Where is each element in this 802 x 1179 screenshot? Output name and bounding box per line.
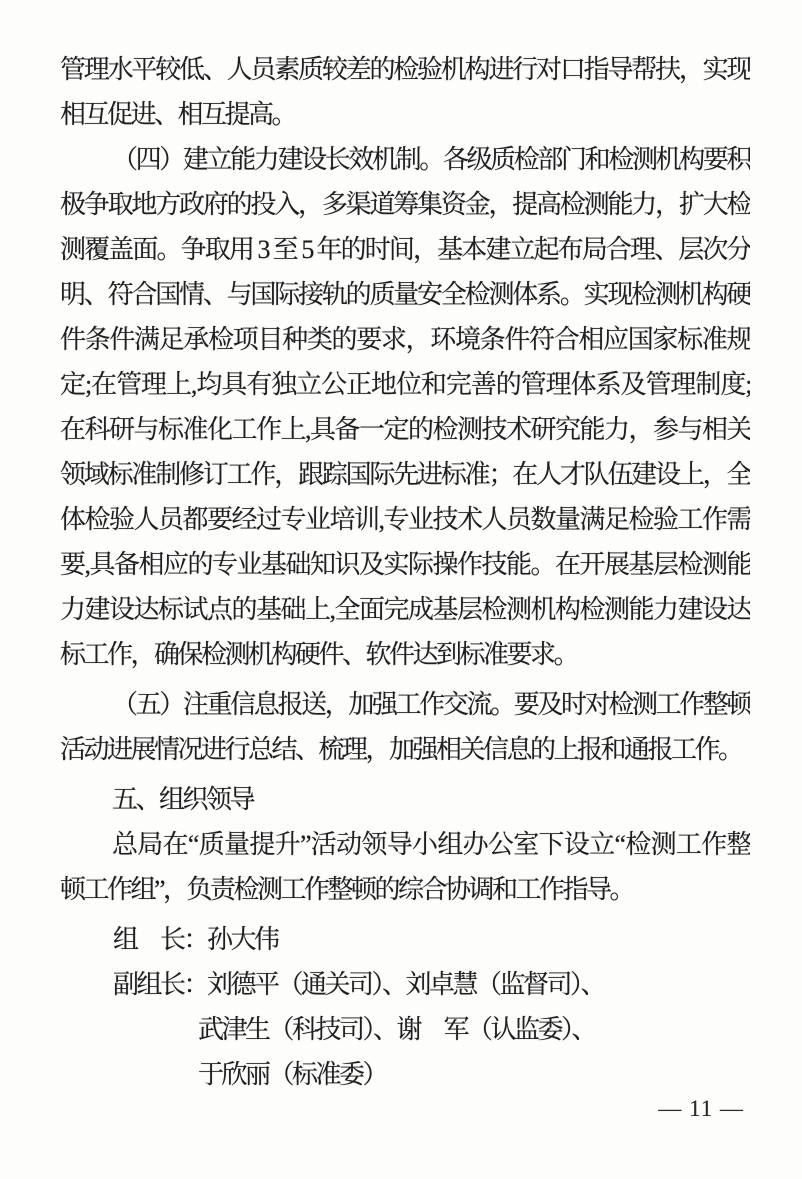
section-heading: 五、组织领导 (112, 785, 254, 814)
org-paragraph-first-line: 总局在“质量提升”活动领导小组办公室下设立“检测工作整 (112, 830, 750, 859)
body-line: 体检验人员都要经过专业培训,专业技术人员数量满足检验工作需 (60, 505, 750, 534)
body-line: 测覆盖面。争取用 3 至 5 年的时间，基本建立起布局合理、层次分 (60, 235, 750, 264)
body-line: 定;在管理上,均具有独立公正地位和完善的管理体系及管理制度; (60, 370, 750, 399)
paragraph-4-first-line: （四）建立能力建设长效机制。各级质检部门和检测机构要积 (112, 145, 750, 174)
deputy-leader-row: 副组长：刘德平（通关司）、刘卓慧（监督司）、 (113, 970, 605, 999)
paragraph-5-first-line: （五）注重信息报送，加强工作交流。要及时对检测工作整顿 (112, 690, 750, 719)
deputy-leader-row: 于欣丽（标准委） (198, 1060, 387, 1089)
body-line: 力建设达标试点的基础上,全面完成基层检测机构检测能力建设达 (60, 595, 750, 624)
page-number: — 11 — (658, 1096, 744, 1121)
leader-row: 组 长：孙大伟 (113, 925, 278, 954)
document-body (60, 47, 750, 1097)
body-line: 管理水平较低、人员素质较差的检验机构进行对口指导帮扶，实现 (60, 55, 750, 84)
body-line: 要,具备相应的专业基础知识及实际操作技能。在开展基层检测能 (60, 550, 750, 579)
body-line: 件条件满足承检项目种类的要求，环境条件符合相应国家标准规 (60, 325, 750, 354)
body-line: 明、符合国情、与国际接轨的质量安全检测体系。实现检测机构硬 (60, 280, 750, 309)
body-line: 相互促进、相互提高。 (60, 100, 296, 129)
body-line: 在科研与标准化工作上,具备一定的检测技术研究能力，参与相关 (60, 415, 750, 444)
deputy-leader-row: 武津生（科技司）、谢 军（认监委）、 (198, 1015, 596, 1044)
body-line: 领域标准制修订工作，跟踪国际先进标准；在人才队伍建设上，全 (60, 460, 750, 489)
body-line: 活动进展情况进行总结、梳理，加强相关信息的上报和通报工作。 (60, 735, 742, 764)
body-line: 标工作，确保检测机构硬件、软件达到标准要求。 (60, 640, 578, 669)
body-line: 极争取地方政府的投入，多渠道筹集资金，提高检测能力，扩大检 (60, 190, 750, 219)
body-line: 顿工作组”，负责检测工作整顿的综合协调和工作指导。 (60, 875, 634, 904)
